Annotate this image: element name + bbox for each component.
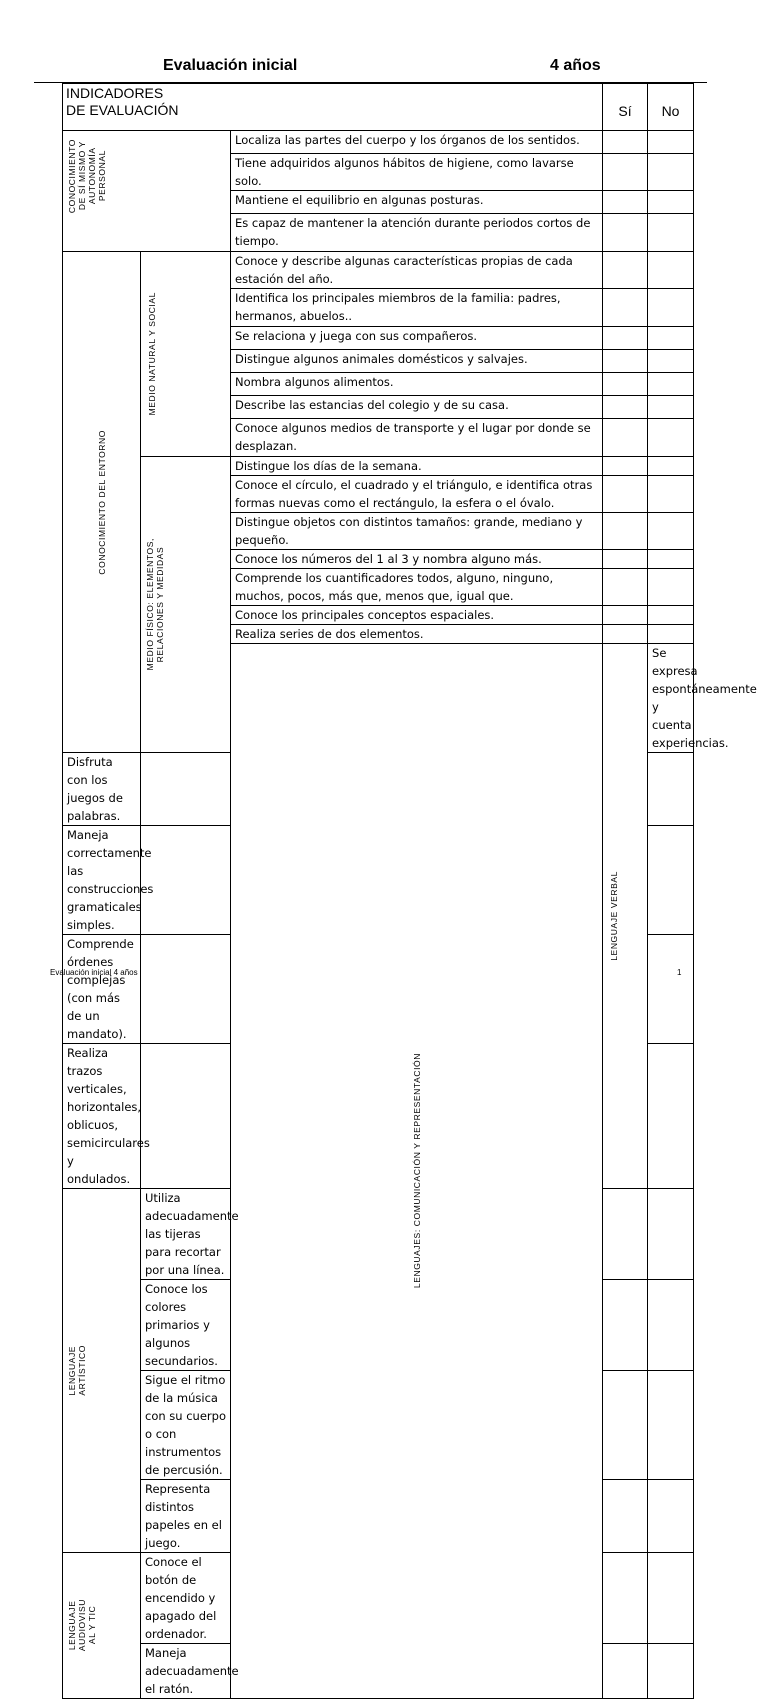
si-checkbox-cell[interactable] [603, 606, 648, 625]
subarea-cell-lenguaje-artistico [63, 1189, 141, 1553]
indicator-cell: Comprende los cuantificadores todos, alguno, ninguno, muchos, pocos, más que, menos que, igual que. [231, 569, 603, 606]
si-checkbox-cell[interactable] [603, 252, 648, 289]
si-column-header: Sí [603, 84, 648, 131]
indicator-cell: Realiza series de dos elementos. [231, 625, 603, 644]
no-checkbox-cell[interactable] [648, 513, 694, 550]
area-cell-lenguajes [231, 644, 603, 1699]
indicator-cell: Distingue objetos con distintos tamaños: grande, mediano y pequeño. [231, 513, 603, 550]
no-checkbox-cell[interactable] [648, 1189, 694, 1280]
no-checkbox-cell[interactable] [648, 1480, 694, 1553]
si-checkbox-cell[interactable] [603, 1553, 648, 1644]
no-checkbox-cell[interactable] [648, 476, 694, 513]
no-checkbox-cell[interactable] [648, 191, 694, 214]
no-checkbox-cell[interactable] [648, 131, 694, 154]
si-checkbox-cell[interactable] [603, 1189, 648, 1280]
no-checkbox-cell[interactable] [648, 753, 694, 826]
indicator-cell: Conoce algunos medios de transporte y el lugar por donde se desplazan. [231, 419, 603, 457]
indicator-cell: Mantiene el equilibrio en algunas posturas. [231, 191, 603, 214]
indicator-cell: Conoce y describe algunas características propias de cada estación del año. [231, 252, 603, 289]
indicator-cell: Se expresa espontáneamente y cuenta experiencias. [648, 644, 694, 753]
area-cell-entorno [63, 252, 141, 753]
table-row [63, 457, 694, 476]
no-checkbox-cell[interactable] [648, 1553, 694, 1644]
si-checkbox-cell[interactable] [603, 350, 648, 373]
area-cell-autonomia [63, 131, 231, 252]
area-label-autonomia: CONOCIMIENTO DE SÍ MISMO Y AUTONOMÍA PERSONAL [67, 139, 107, 214]
no-checkbox-cell[interactable] [648, 289, 694, 327]
subarea-label-medio-fisico: MEDIO FÍSICO: ELEMENTOS, RELACIONES Y MEDIDAS [145, 538, 165, 671]
no-checkbox-cell[interactable] [648, 935, 694, 1044]
si-checkbox-cell[interactable] [603, 550, 648, 569]
indicator-cell: Maneja adecuadamente el ratón. [141, 1644, 231, 1699]
si-checkbox-cell[interactable] [603, 513, 648, 550]
si-checkbox-cell[interactable] [603, 289, 648, 327]
no-checkbox-cell[interactable] [648, 350, 694, 373]
si-checkbox-cell[interactable] [603, 154, 648, 191]
indicator-cell: Conoce el botón de encendido y apagado del ordenador. [141, 1553, 231, 1644]
si-checkbox-cell[interactable] [603, 625, 648, 644]
si-checkbox-cell[interactable] [603, 1371, 648, 1480]
indicators-header-line2: DE EVALUACIÓN [66, 102, 179, 118]
subarea-cell-medio-fisico [141, 457, 231, 753]
indicator-cell: Identifica los principales miembros de la familia: padres, hermanos, abuelos.. [231, 289, 603, 327]
si-checkbox-cell[interactable] [603, 396, 648, 419]
si-checkbox-cell[interactable] [603, 373, 648, 396]
no-checkbox-cell[interactable] [648, 419, 694, 457]
indicator-cell: Conoce los principales conceptos espaciales. [231, 606, 603, 625]
page-number: 1 [677, 968, 682, 977]
evaluation-table [62, 83, 757, 1699]
subarea-label-medio-natural: MEDIO NATURAL Y SOCIAL [147, 292, 157, 416]
no-checkbox-cell[interactable] [648, 214, 694, 252]
indicator-cell: Localiza las partes del cuerpo y los órganos de los sentidos. [231, 131, 603, 154]
no-checkbox-cell[interactable] [648, 327, 694, 350]
no-checkbox-cell[interactable] [648, 625, 694, 644]
indicator-cell: Sigue el ritmo de la música con su cuerpo o con instrumentos de percusión. [141, 1371, 231, 1480]
si-checkbox-cell[interactable] [603, 214, 648, 252]
indicators-header [63, 84, 603, 131]
indicator-cell: Representa distintos papeles en el juego. [141, 1480, 231, 1553]
indicator-cell: Distingue los días de la semana. [231, 457, 603, 476]
indicator-cell: Conoce los colores primarios y algunos secundarios. [141, 1280, 231, 1371]
no-checkbox-cell[interactable] [648, 1044, 694, 1189]
si-checkbox-cell[interactable] [603, 569, 648, 606]
subarea-label-lenguaje-verbal: LENGUAJE VERBAL [609, 871, 620, 961]
indicator-cell: Realiza trazos verticales, horizontales, oblicuos, semicirculares y ondulados. [63, 1044, 141, 1189]
si-checkbox-cell[interactable] [141, 935, 231, 1044]
si-checkbox-cell[interactable] [603, 476, 648, 513]
si-checkbox-cell[interactable] [603, 1480, 648, 1553]
no-checkbox-cell[interactable] [648, 457, 694, 476]
table-header-row [63, 84, 694, 131]
no-checkbox-cell[interactable] [648, 569, 694, 606]
indicator-cell: Comprende órdenes complejas (con más de un mandato). [63, 935, 141, 1044]
no-checkbox-cell[interactable] [648, 252, 694, 289]
table-row [63, 131, 694, 154]
indicator-cell: Disfruta con los juegos de palabras. [63, 753, 141, 826]
subarea-label-lenguaje-audiovisual: LENGUAJE AUDIOVISU AL Y TIC [67, 1599, 97, 1652]
subarea-cell-lenguaje-verbal [603, 644, 648, 1189]
si-checkbox-cell[interactable] [603, 419, 648, 457]
si-checkbox-cell[interactable] [141, 753, 231, 826]
no-checkbox-cell[interactable] [648, 154, 694, 191]
no-checkbox-cell[interactable] [648, 1280, 694, 1371]
si-checkbox-cell[interactable] [603, 457, 648, 476]
indicator-cell: Conoce el círculo, el cuadrado y el triángulo, e identifica otras formas nuevas como el rectángulo, la esfera o el óvalo. [231, 476, 603, 513]
footer-text: Evaluación inicial 4 años [50, 968, 138, 977]
no-checkbox-cell[interactable] [648, 396, 694, 419]
no-checkbox-cell[interactable] [648, 1644, 694, 1699]
no-column-header: No [648, 84, 694, 131]
no-checkbox-cell[interactable] [648, 550, 694, 569]
si-checkbox-cell[interactable] [603, 191, 648, 214]
indicator-cell: Describe las estancias del colegio y de su casa. [231, 396, 603, 419]
si-checkbox-cell[interactable] [603, 1280, 648, 1371]
indicator-cell: Distingue algunos animales domésticos y salvajes. [231, 350, 603, 373]
indicator-cell: Maneja correctamente las construcciones gramaticales simples. [63, 826, 141, 935]
indicator-cell: Nombra algunos alimentos. [231, 373, 603, 396]
indicator-cell: Es capaz de mantener la atención durante periodos cortos de tiempo. [231, 214, 603, 252]
table-row [63, 252, 694, 289]
si-checkbox-cell[interactable] [141, 826, 231, 935]
area-label-entorno: CONOCIMIENTO DEL ENTORNO [96, 429, 107, 575]
area-label-lenguajes: LENGUAJES: COMUNICACIÓN Y REPRESENTACIÓN [411, 1053, 422, 1289]
si-checkbox-cell[interactable] [141, 1044, 231, 1189]
subarea-cell-lenguaje-audiovisual [63, 1553, 141, 1699]
no-checkbox-cell[interactable] [648, 1371, 694, 1480]
si-checkbox-cell[interactable] [603, 1644, 648, 1699]
subarea-label-lenguaje-artistico: LENGUAJE ARTÍSTICO [67, 1345, 87, 1396]
indicator-cell: Utiliza adecuadamente las tijeras para recortar por una línea. [141, 1189, 231, 1280]
si-checkbox-cell[interactable] [603, 327, 648, 350]
no-checkbox-cell[interactable] [648, 373, 694, 396]
indicator-cell: Conoce los números del 1 al 3 y nombra alguno más. [231, 550, 603, 569]
no-checkbox-cell[interactable] [648, 826, 694, 935]
indicator-cell: Se relaciona y juega con sus compañeros. [231, 327, 603, 350]
no-checkbox-cell[interactable] [648, 606, 694, 625]
indicator-cell: Tiene adquiridos algunos hábitos de higiene, como lavarse solo. [231, 154, 603, 191]
subarea-cell-medio-natural [141, 252, 231, 457]
si-checkbox-cell[interactable] [603, 131, 648, 154]
document-title: Evaluación inicial [163, 57, 298, 74]
indicators-header-line1: INDICADORES [66, 85, 164, 101]
age-label: 4 años [550, 57, 601, 74]
